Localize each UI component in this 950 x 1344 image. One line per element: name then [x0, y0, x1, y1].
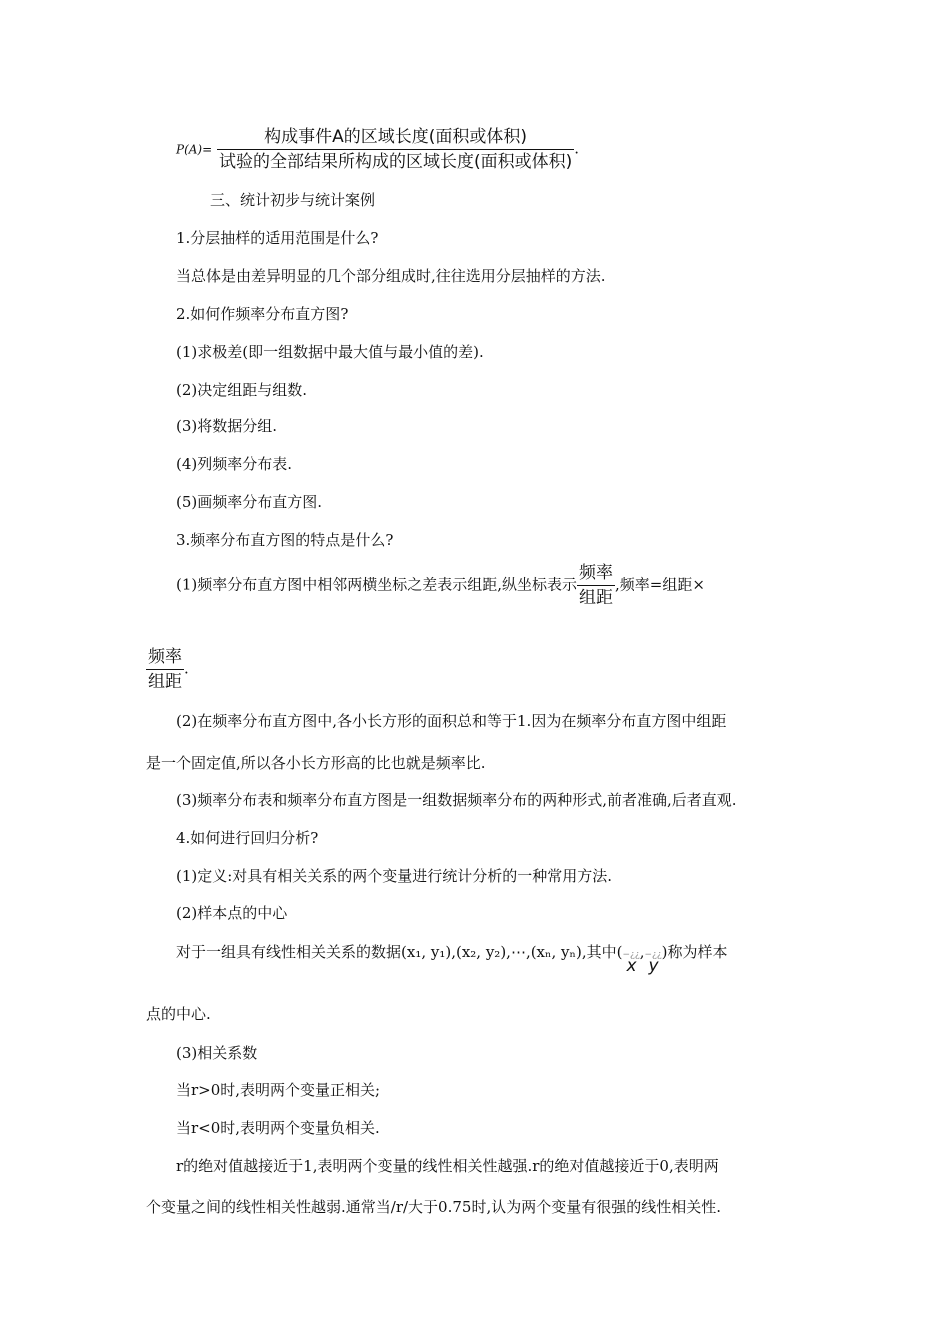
freq-over-width-fraction — [577, 562, 615, 609]
question-2: 2.如何作频率分布直方图? — [176, 305, 349, 323]
correlation-heading: (3)相关系数 — [176, 1044, 258, 1062]
formula-denominator: 试验的全部结果所构成的区域长度(面积或体积) — [218, 152, 573, 172]
probability-formula — [176, 126, 579, 173]
correlation-abs-line-2: 个变量之间的线性相关性越弱.通常当/r/大于0.75时,认为两个变量有很强的线性相关性. — [146, 1198, 721, 1216]
feature-3: (3)频率分布表和频率分布直方图是一组数据频率分布的两种形式,前者准确,后者直观. — [176, 791, 737, 809]
question-3: 3.频率分布直方图的特点是什么? — [176, 531, 394, 549]
question-1: 1.分层抽样的适用范围是什么? — [176, 229, 379, 247]
step-4: (4)列频率分布表. — [176, 455, 293, 473]
step-2: (2)决定组距与组数. — [176, 381, 308, 399]
sample-center-line-2: 点的中心. — [146, 1005, 211, 1023]
sample-center-pre: 对于一组具有线性相关关系的数据(x₁, y₁),(x₂, y₂),⋯,(xₙ, yₙ),其中( — [176, 943, 623, 961]
feature-1-after: ,频率=组距× — [615, 575, 705, 594]
feature-1-text: (1)频率分布直方图中相邻两横坐标之差表示组距,纵坐标表示 — [176, 575, 578, 594]
sample-center-post: )称为样本 — [661, 943, 728, 961]
sample-center-comma: , — [639, 943, 645, 961]
sample-center-line-1 — [176, 942, 728, 976]
formula-lhs: P(A) — [176, 142, 203, 157]
regression-definition: (1)定义:对具有相关关系的两个变量进行统计分析的一种常用方法. — [176, 867, 613, 885]
feature-1-continued — [146, 646, 189, 693]
feature-1 — [176, 562, 705, 609]
feature-2-line-1: (2)在频率分布直方图中,各小长方形的面积总和等于1.因为在频率分布直方图中组距 — [176, 712, 727, 730]
feature-1-end: . — [184, 659, 189, 678]
frac2-denominator: 组距 — [148, 672, 182, 692]
step-5: (5)画频率分布直方图. — [176, 493, 323, 511]
formula-end: . — [574, 139, 579, 158]
frac-denominator: 组距 — [579, 588, 614, 608]
frac-numerator: 频率 — [577, 562, 615, 586]
question-4: 4.如何进行回归分析? — [176, 829, 319, 847]
correlation-positive: 当r>0时,表明两个变量正相关; — [176, 1081, 381, 1099]
formula-eq: = — [202, 142, 213, 157]
sample-center-heading: (2)样本点的中心 — [176, 904, 288, 922]
step-3: (3)将数据分组. — [176, 417, 278, 435]
x-bar: −¿¿ x — [622, 950, 640, 976]
formula-numerator: 构成事件A的区域长度(面积或体积) — [217, 126, 574, 150]
correlation-negative: 当r<0时,表明两个变量负相关. — [176, 1119, 380, 1137]
frac2-numerator: 频率 — [146, 646, 184, 670]
freq-over-width-fraction-2 — [146, 646, 184, 693]
answer-1: 当总体是由差异明显的几个部分组成时,往往选用分层抽样的方法. — [176, 267, 606, 285]
step-1: (1)求极差(即一组数据中最大值与最小值的差). — [176, 343, 484, 361]
correlation-abs-line-1: r的绝对值越接近于1,表明两个变量的线性相关性越强.r的绝对值越接近于0,表明两 — [176, 1157, 719, 1175]
feature-2-line-2: 是一个固定值,所以各小长方形高的比也就是频率比. — [146, 754, 486, 772]
formula-fraction — [217, 126, 574, 173]
section-title: 三、统计初步与统计案例 — [210, 191, 376, 209]
y-bar: −¿¿ y — [644, 950, 662, 976]
